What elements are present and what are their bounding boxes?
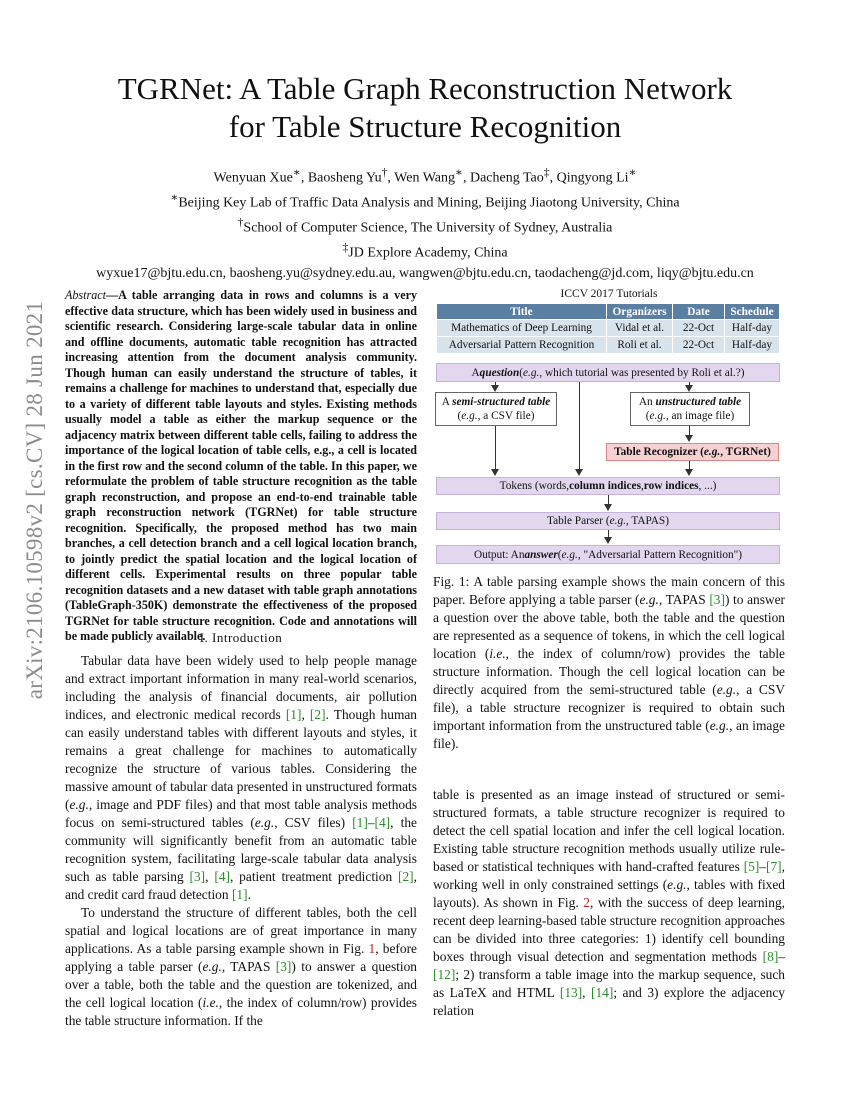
figure-1 xyxy=(433,288,785,568)
author-name: Baosheng Yu xyxy=(307,170,382,186)
citation-link[interactable]: [8] xyxy=(762,949,779,964)
figure-link[interactable]: 2 xyxy=(583,895,590,910)
citation-link[interactable]: [4] xyxy=(374,815,391,830)
header-cell: Organizers xyxy=(607,304,673,320)
citation-link[interactable]: [1] xyxy=(352,815,368,830)
arrow xyxy=(689,382,690,386)
table-cell: Half-day xyxy=(725,320,780,337)
section-heading: I. Introduction xyxy=(199,630,283,645)
arxiv-identifier xyxy=(12,290,58,710)
tokens-box: Tokens (words, column indices , row indices , ...) xyxy=(436,477,780,495)
figure-caption: Fig. 1: A table parsing example shows the main concern of this paper. Before applying a table parser (e.g., TAPAS [3]) to answer a question over the above table, both the table and the question are represented as a sequence of tokens, in which the cell logical location (i.e., the index of column/row) provides the table structure information. Though the cell logical location can be directly acquired from the semi-structured table (e.g., a CSV file), a table structure recognizer is required to obtain such important information from the unstructured table (e.g., an image file). xyxy=(433,574,785,751)
citation-link[interactable]: [2] xyxy=(309,707,326,722)
arrow xyxy=(689,461,690,470)
title-line-2: for Table Structure Recognition xyxy=(228,109,622,144)
citation-link[interactable]: [7] xyxy=(766,859,782,874)
table-row xyxy=(437,320,780,337)
citation-link[interactable]: [3] xyxy=(189,869,206,884)
right-column-body: table is presented as an image instead of structured or semi-structured formats, a table structure recognizer is required to detect the cell spatial location and infer the cell logical location. Existing table structure recognition methods usually utilize rule-based or statistical techniques with hand-crafted features [5]–[7], working well in only constrained settings (e.g., tables with fixed layouts). As shown in Fig. 2, with the success of deep learning, recent deep learning-based table structure recognition approaches can be divided into three categories: 1) identify cell bounding boxes through visual detection and segmentation methods [8]–[12]; 2) transform a table image into the markup sequence, such as LaTeX and HTML [13], [14]; and 3) explore the adjacency relation xyxy=(433,787,785,1018)
question-box: A question ( e.g. , which tutorial was presented by Roli et al.?) xyxy=(436,363,780,382)
table-row xyxy=(437,337,780,354)
arrow xyxy=(495,382,496,386)
affiliation-2: †School of Computer Science, The University of Sydney, Australia xyxy=(237,216,613,236)
example-table xyxy=(436,303,780,354)
semi-structured-table-box: A semi-structured table (e.g., a CSV file) xyxy=(435,392,557,426)
citation-link[interactable]: [3] xyxy=(709,592,725,607)
citation-link[interactable]: [13] xyxy=(559,985,583,1000)
citation-link[interactable]: [2] xyxy=(398,869,414,884)
arrow xyxy=(689,426,690,436)
header-cell: Date xyxy=(673,304,725,320)
unstructured-table-box: An unstructured table (e.g., an image file) xyxy=(630,392,750,426)
author-names: Wenyuan Xue∗, Baosheng Yu†, Wen Wang∗, Dacheng Tao‡, Qingyong Li∗ xyxy=(213,166,637,186)
table-cell: Mathematics of Deep Learning xyxy=(437,320,607,337)
citation-link[interactable]: [5] xyxy=(743,859,760,874)
table-cell: Vidal et al. xyxy=(607,320,673,337)
author-mark: † xyxy=(381,166,388,179)
abstract-lead: Abstract xyxy=(65,288,106,302)
title-line-1: TGRNet: A Table Graph Reconstruction Network xyxy=(117,71,733,106)
citation-link[interactable]: [3] xyxy=(275,959,292,974)
author-name: Wenyuan Xue xyxy=(213,170,293,186)
table-cell: Adversarial Pattern Recognition xyxy=(437,337,607,354)
author-mark: ∗ xyxy=(455,166,463,179)
introduction-body xyxy=(65,652,417,1030)
citation-link[interactable]: [1] xyxy=(285,707,302,722)
arrow xyxy=(579,382,580,470)
affiliation-1: ∗Beijing Key Lab of Traffic Data Analysis and Mining, Beijing Jiaotong University, China xyxy=(170,191,680,211)
citation-link[interactable]: [4] xyxy=(214,869,230,884)
author-mark: ∗ xyxy=(292,166,301,179)
header-cell: Title xyxy=(437,304,607,320)
paper-title xyxy=(0,70,850,146)
author-mark: ∗ xyxy=(628,166,637,179)
arrow xyxy=(608,495,609,505)
arxiv-identifier-text: arXiv:2106.10598v2 [cs.CV] 28 Jun 2021 xyxy=(22,300,47,700)
intro-paragraph-1: Tabular data have been widely used to help people manage and extract important information in many real-world scenarios, including the analysis of financial documents, air pollution indices, and electronic medical records [1], [2]. Though human can easily understand tables with different layouts and styles, it remains a great challenge for machines to automatically recognize the structure of various tables. Considering the massive amount of tabular data presented in unstructured formats (e.g., image and PDF files) and that most table analysis methods focus on semi-structured tables (e.g., CSV files) [1]–[4], the community will significantly benefit from an automatic table recognition system, facilitating large-scale tabular data analysis such as table parsing [3], [4], patient treatment prediction [2], and credit card fraud detection [1]. xyxy=(65,653,417,902)
affiliation-3: ‡JD Explore Academy, China xyxy=(342,241,508,262)
author-name: Dacheng Tao xyxy=(469,170,544,186)
author-name: Wen Wang xyxy=(394,170,456,186)
author-block xyxy=(0,163,850,283)
arrow xyxy=(495,426,496,470)
table-cell: 22-Oct xyxy=(673,337,725,354)
citation-link[interactable]: [12] xyxy=(433,967,456,982)
figure-link[interactable]: 1 xyxy=(368,941,376,956)
citation-link[interactable]: [1] xyxy=(231,887,248,902)
author-mark: ‡ xyxy=(543,166,550,179)
table-cell: Roli et al. xyxy=(607,337,673,354)
figure-table-title: ICCV 2017 Tutorials xyxy=(560,288,658,300)
output-box: Output: An answer ( e.g. , "Adversarial Pattern Recognition") xyxy=(436,545,780,564)
table-cell: 22-Oct xyxy=(673,320,725,337)
table-recognizer-box: Table Recognizer ( e.g. , TGRNet) xyxy=(606,443,779,461)
table-parser-box: Table Parser ( e.g. , TAPAS) xyxy=(436,512,780,530)
citation-link[interactable]: [14] xyxy=(591,985,614,1000)
example-table-header xyxy=(437,304,780,320)
header-cell: Schedule xyxy=(725,304,780,320)
abstract-text: —A table arranging data in rows and columns is a very effective data structure, which has been widely used in business and scientific research. Considering large-scale tabular data in online and offline documents, automatic table recognition has attracted increasing attention from the document analysis community. Though human can easily understand the structure of tables, it remains a challenge for machines to understand that, especially due to a variety of different table layouts and styles. Existing methods usually model a table as either the markup sequence or the adjacency matrix between different table cells, failing to address the importance of the logical location of table cells, e.g., a cell is located in the first row and the second column of the table. In this paper, we reformulate the problem of table structure recognition as the table graph reconstruction, and propose an end-to-end trainable table graph reconstruction network (TGRNet) for table structure recognition. Specifically, the proposed method has two main branches, a cell detection branch and a cell logical location branch, to jointly predict the spatial location and the logical location of different cells. Experimental results on three popular table recognition datasets and a new dataset with table graph annotations (TableGraph-350K) demonstrate the effectiveness of the proposed TGRNet for table structure recognition. Code and annotations will be made publicly available. xyxy=(65,288,417,643)
arrow xyxy=(608,530,609,538)
author-name: Qingyong Li xyxy=(556,170,629,186)
abstract xyxy=(65,288,417,645)
author-emails: wyxue17@bjtu.edu.cn, baosheng.yu@sydney.edu.au, wangwen@bjtu.edu.cn, taodacheng@jd.com, liqy@bjtu.edu.cn xyxy=(96,265,754,281)
table-cell: Half-day xyxy=(725,337,780,354)
intro-paragraph-2: To understand the structure of different tables, both the cell spatial and logical locations are of great importance in many applications. As a table parsing example shown in Fig. 1, before applying a table parser (e.g., TAPAS [3]) to answer a question over a table, both the table and the question are tokenized, and the cell logical location (i.e., the index of column/row) provides the table structure information. If the xyxy=(65,905,418,1028)
